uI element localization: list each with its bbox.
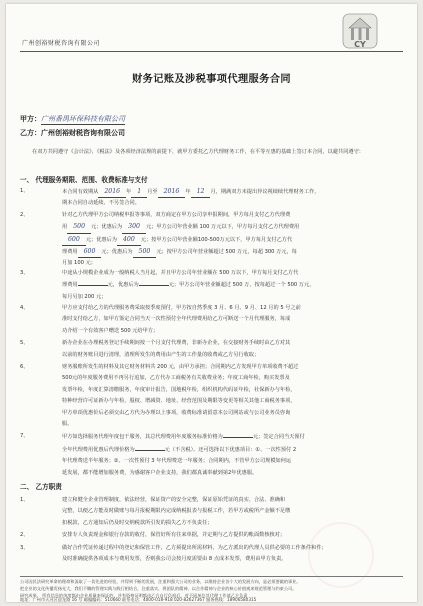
clause-text-segment: 延发展，都不能增加服务费，为感谢客户企业支持，我们都真诚奉献到第2年优惠服。 xyxy=(62,469,258,476)
clause-text xyxy=(62,210,405,270)
clause-text-segment: 元（不含税）。还可选择以下优惠项目：①、一次性预付 2 xyxy=(164,446,297,453)
clause-text xyxy=(62,431,405,479)
clause-text xyxy=(62,362,405,430)
footer-address: 地址：广州市天河区迎龙路 16 号 邮编编码：510660 联系电话：4000-018-918 020-82627367 服务热线：18906580315 xyxy=(20,597,257,602)
clause-line xyxy=(62,495,405,506)
clause-text-segment: 月，期满双方未提出异议视续续代理财务工作， xyxy=(210,189,320,195)
clause-line xyxy=(62,373,405,384)
clause-text-segment: 安排专人负责现金和银行存款的收付，保管好所有往来单据，并定期与乙方提供的帐面数核核对； xyxy=(62,532,286,539)
footer-line-1: 公司因民法研究革命的理命和汲取了一切先进的经验，并得到不断的发展，注重和强大公司的业务，以维持企业各个大的发展方向，是必须要做的事业。 xyxy=(20,579,301,584)
clause-number: 1、 xyxy=(20,497,29,503)
blank-field xyxy=(78,279,108,286)
clause-text-segment: 年 xyxy=(126,189,132,195)
clause-text-segment: 年代理费送半年服务；②、一次性预付 3 年代理费送一年服务；合同期内，不管甲方公司规模如何运 xyxy=(62,458,292,465)
sec1-clause-6 xyxy=(20,362,405,430)
header-divider xyxy=(20,51,403,52)
clause-line xyxy=(62,468,405,479)
clause-line xyxy=(62,268,405,279)
handwritten-value: 2016 xyxy=(98,186,126,198)
clause-line xyxy=(62,221,405,233)
clause-text-segment: 理费用 xyxy=(62,282,78,289)
clause-line xyxy=(62,385,405,396)
clause-text-segment: 理费用 xyxy=(62,249,78,256)
clause-number: 6、 xyxy=(20,364,29,370)
intro-paragraph: 在双方共同遵守《会计法》、《税法》及各项经济法规的前提下，就甲方委托乙方代理财务工作，在平等互惠的基础上签订本合同，以避共同遵守： xyxy=(32,149,364,155)
clause-text-segment: 及时准确提供各项成本与费用发票，否则我公司会按月度需要由 8 点成本发票，费用由甲方负责。 xyxy=(62,556,287,562)
clause-text-segment: 元；甲方公司年营业额超过 500 万，按每超过一个 500 万元， xyxy=(168,282,315,289)
clause-line xyxy=(62,314,405,325)
clause-line xyxy=(62,506,405,517)
handwritten-value: 600 xyxy=(62,234,86,246)
blank-field xyxy=(135,444,165,451)
clause-text-segment: 特种经营许可证新办与年检，股权、增减资、地址、经营范围及期限等变更等相关其他工商税务事项， xyxy=(62,398,296,405)
sec1-clause-5 xyxy=(20,338,405,361)
clause-text-segment: 500元的年度服务费用不再另行追加，乙方代办工商税务有关收费业务；年度工商年检，购买发票及 xyxy=(62,375,290,382)
party-b-label: 乙方： xyxy=(20,129,41,137)
clause-number: 7、 xyxy=(20,433,29,440)
handwritten-value: 400 xyxy=(117,234,141,246)
clause-text-segment: 元；按甲方公司年营业额100-500万元以下，甲方每月支付乙方代 xyxy=(140,236,293,243)
clause-text-segment: 元；优惠后为 xyxy=(85,236,117,243)
contract-title: 财务记账及涉税事项代理服务合同 xyxy=(132,74,291,85)
clause-text-segment: 月至 xyxy=(147,189,158,195)
party-a-line xyxy=(20,114,125,125)
party-b-value: 广州创裕财税咨询有限公司 xyxy=(41,129,125,137)
clause-number: 5、 xyxy=(20,340,29,347)
clause-text-segment: 元；甲方公司年营业额 100 万元以下，甲方每月支付乙方代理费用 xyxy=(145,224,300,231)
logo-text: CY xyxy=(354,40,366,49)
clause-text-segment: 财务服账所发生的材料及其它财务材料共 200 元，由甲方承担；合同期内乙方发现甲方单项收费不超过 xyxy=(62,364,299,370)
clause-text-segment: 元；优惠后为 xyxy=(101,249,133,256)
clause-line xyxy=(62,444,405,456)
clause-text-segment: 甲方单项优惠价后必须交由乙方代为办理以上事项，收费标准请留意本公司网站或与公司业务员咨询 xyxy=(62,409,291,416)
party-a-label: 甲方： xyxy=(20,115,41,123)
clause-line xyxy=(62,431,405,443)
clause-text-segment: 甲方如选择服务代理年度包干服务，其总代理费用年度服务标准价格为 xyxy=(62,434,223,441)
blank-field xyxy=(223,431,253,438)
clause-text-segment: 期本合同自动延续、不另签合同。 xyxy=(62,200,140,207)
clause-number: 2、 xyxy=(20,532,29,539)
clause-line xyxy=(62,326,405,337)
clause-line xyxy=(62,303,405,314)
clause-text-segment: 完整，以便乙方能及时做账与每月报税期限内完成纳税报表与报税工作，若甲方或税所产金额不足缴 xyxy=(62,508,291,515)
clause-line xyxy=(62,279,405,291)
clause-line xyxy=(62,419,405,430)
handwritten-value: 500 xyxy=(67,221,91,233)
section-2-heading: 二、 乙方职责 xyxy=(20,483,62,491)
clause-text-segment: 元；按甲方公司年营业额超过 500 万元，每超 300 万元，每 xyxy=(156,249,297,256)
clause-text-segment: 做好合作凭证传递过程中的登记和保管工作，乙方须提出所需材料，为乙方派出的代理人员供必要的工作条件和件； xyxy=(62,544,327,551)
clause-text-segment: 元，优惠后为 xyxy=(107,282,139,289)
clause-text-segment: 发票年检，年度汇算清缴服务，年度审计报告，国地税年检，组织机构代码证年检，社保新办与年检， xyxy=(62,386,296,393)
sec1-clause-3 xyxy=(20,268,405,302)
clause-text-segment: 准时支付给乙方，如甲方鉴定合同当天一次性预付全年代理费用给乙方可断送一个月代理服务，每成 xyxy=(62,316,291,323)
clause-text-segment: 中途从小规模企业成为一般纳税人当月起，并且甲方公司年营业额在 500 万以下，甲方每月支付乙方代 xyxy=(62,269,299,276)
clause-text-segment: 新办企业在办理税务登记手续期间按一个月支付代理费，非新办企业，在交接财务手续时由乙方对其 xyxy=(62,340,291,347)
section-1-heading: 一、 代理服务期限、范围、收费标准与支付 xyxy=(20,176,148,184)
clause-text-segment: 元；优惠后为 xyxy=(91,224,123,231)
clause-text-segment: 建立和健全企业管理制度，依法经营，保证资产的安全完整，保证原始凭证的真实、合法、准确和 xyxy=(62,497,286,503)
handwritten-value: 1 xyxy=(131,186,147,198)
clause-line xyxy=(62,246,405,258)
sec1-clause-1 xyxy=(20,186,405,209)
handwritten-value: 2016 xyxy=(158,186,186,198)
clause-line xyxy=(62,186,405,198)
clause-number: 3、 xyxy=(20,544,29,551)
handwritten-value: 300 xyxy=(122,221,146,233)
clause-text-segment: 功介绍一个有效客户赠送 500 元给甲方； xyxy=(62,327,159,334)
handwritten-value: 12 xyxy=(191,186,211,198)
party-a-value: 广州番禺环保科技有限公司 xyxy=(41,115,125,123)
clause-text-segment: 以前的财务账目进行清理，清理所发生的费用由产生的工作量的收费或乙方另行收取； xyxy=(62,351,260,358)
clause-line xyxy=(62,292,405,303)
footer-line-3: 研究成果。 所有信息的纯度都由企业质量来保证的，并有资格证明都由乙方自行负担后，对不同单位其代理工作请乙方负责 xyxy=(20,593,248,598)
clause-text-segment: 元；签定合同当天预付 xyxy=(252,434,305,441)
footer-divider xyxy=(20,576,403,577)
clause-text-segment: 年 xyxy=(185,189,191,195)
clause-text-segment: 服。 xyxy=(62,421,73,428)
sec1-clause-4 xyxy=(20,303,405,337)
clause-text-segment: 用 xyxy=(62,224,68,231)
sec1-clause-2 xyxy=(20,210,405,267)
party-b-line xyxy=(20,128,125,138)
clause-number: 3、 xyxy=(20,269,29,276)
clause-text-segment: 甲方应支付给乙方的代理服务费采取按季度预付，甲方按自然季度 3 月、6 月、9 月、12 月的 5 号之前 xyxy=(62,305,301,311)
company-logo-icon xyxy=(341,12,379,50)
company-header: 广州创裕财税咨询有限公司 xyxy=(22,40,101,47)
sec1-clause-7 xyxy=(20,431,405,477)
contract-page xyxy=(6,4,417,602)
handwritten-value: 500 xyxy=(133,246,157,258)
clause-line xyxy=(62,210,405,221)
clause-text xyxy=(62,303,405,337)
clause-line xyxy=(62,234,405,246)
clause-text-segment: 每月另加 200 元； xyxy=(62,293,107,300)
clause-text-segment: 扣税款，乙方通知后仍及时交纳税款所引发的损失乙方不负责任； xyxy=(62,519,213,526)
clause-text-segment: 全年代理费用优惠后代理价格为 xyxy=(62,446,135,453)
clause-line xyxy=(62,362,405,373)
clause-number: 1、 xyxy=(20,188,29,194)
clause-number: 2、 xyxy=(20,211,29,218)
handwritten-value: 600 xyxy=(78,246,102,258)
clause-text-segment: 月加 100 元； xyxy=(62,260,96,267)
clause-line xyxy=(62,408,405,419)
clause-line xyxy=(62,338,405,349)
clause-number: 4、 xyxy=(20,305,29,311)
clause-line xyxy=(62,456,405,467)
clause-line xyxy=(62,350,405,361)
clause-line xyxy=(62,396,405,407)
clause-text-segment: 针对乙方代理甲方公司纳税申报等事项，双方商定在甲方公司享申报期间，甲方每月支付乙方代理费 xyxy=(62,211,291,218)
clause-text-segment: 本合同有效期从 xyxy=(62,189,99,195)
clause-text xyxy=(62,186,405,210)
footer-line-2: 把企业的文化传播发扬光大，我们不懈的管理实践与践行相结合，注重落实，将团队的精神、以合作精神与企业的核心价值观来规范管理与约束公司。 xyxy=(20,586,297,591)
clause-text xyxy=(62,268,405,303)
clause-line xyxy=(62,198,405,209)
clause-text xyxy=(62,338,405,361)
blank-field xyxy=(139,279,169,286)
